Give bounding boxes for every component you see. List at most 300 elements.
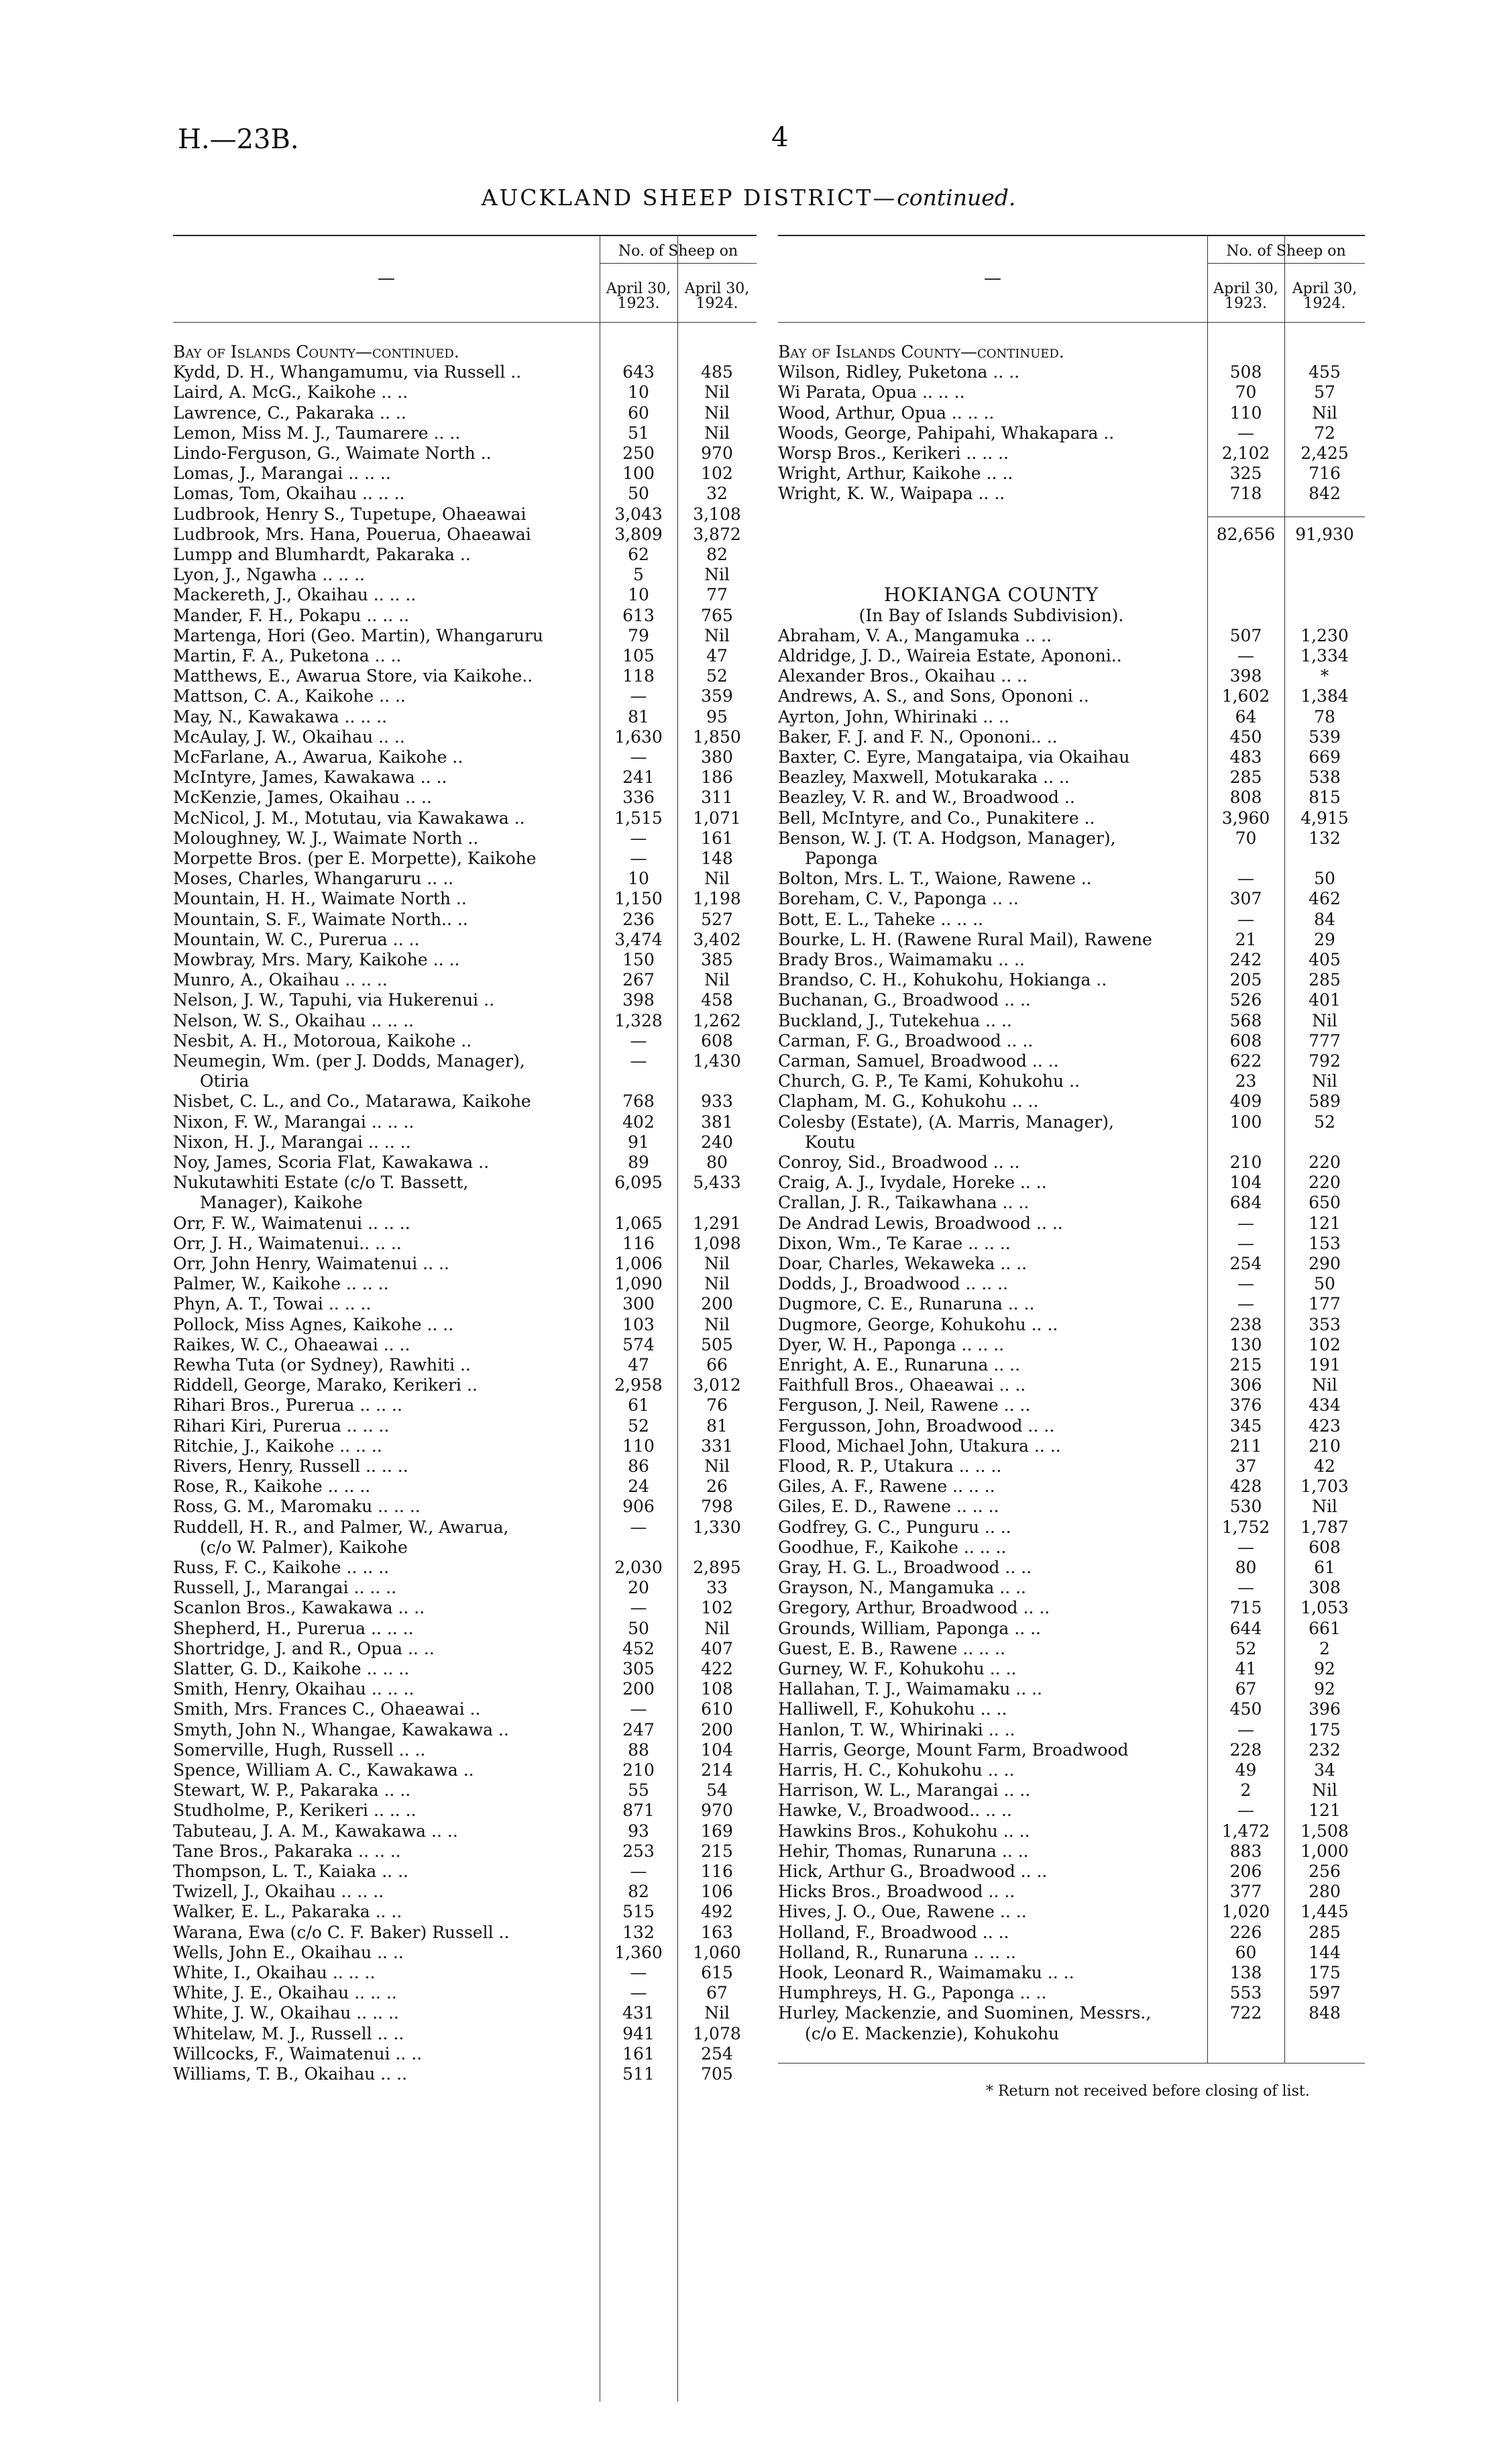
sheep-1923: 307	[1229, 889, 1262, 909]
sheep-1923: 715	[1229, 1598, 1262, 1618]
sheep-1924: 285	[1309, 1922, 1341, 1942]
owner-name: Woods, George, Pahipahi, Whakapara ..	[778, 423, 1115, 443]
sheep-1924: 102	[1309, 1334, 1341, 1354]
sheep-1923: 89	[628, 1153, 649, 1172]
right-header-col2-l2: 1924.	[1303, 295, 1346, 312]
page-code: H.—23B.	[178, 124, 299, 155]
owner-name: Smith, Henry, Okaihau .. .. ..	[173, 1679, 414, 1699]
table-row	[173, 970, 757, 990]
sheep-1923: 608	[1229, 1030, 1262, 1051]
sheep-1923: 3,474	[614, 929, 663, 949]
table-row	[778, 525, 1365, 545]
right-group-rule	[1207, 263, 1365, 264]
sheep-1924: 597	[1309, 1983, 1341, 2003]
left-header-dash: —	[378, 268, 395, 288]
sheep-1923: 49	[1235, 1760, 1257, 1780]
owner-name: Mander, F. H., Pokapu .. .. ..	[173, 605, 410, 625]
left-header-col2-l1: April 30,	[684, 280, 750, 297]
owner-name: Grounds, William, Paponga .. ..	[778, 1618, 1041, 1638]
sheep-1924: 220	[1309, 1173, 1341, 1193]
owner-name: White, J. E., Okaihau .. .. ..	[173, 1983, 397, 2003]
owner-name: (c/o E. Mackenzie), Kohukohu	[805, 2023, 1060, 2043]
sheep-1924: 290	[1309, 1254, 1341, 1273]
owner-name: Smith, Mrs. Frances C., Ohaeawai ..	[173, 1699, 481, 1719]
sheep-1923: 82,656	[1216, 524, 1276, 544]
table-row	[778, 970, 1365, 990]
sheep-1924: 1,078	[693, 2023, 741, 2043]
owner-name: Nelson, W. S., Okaihau .. .. ..	[173, 1010, 414, 1030]
table-row	[778, 1578, 1365, 1598]
owner-name: Harris, H. C., Kohukohu .. ..	[778, 1760, 1015, 1780]
table-row	[778, 990, 1365, 1010]
sheep-1923: 2	[1240, 1780, 1252, 1801]
table-row	[173, 1436, 757, 1456]
table-row	[778, 1153, 1365, 1173]
owner-name: Baker, F. J. and F. N., Opononi.. ..	[778, 727, 1058, 747]
sheep-1923: 47	[628, 1355, 649, 1375]
table-row	[173, 1821, 757, 1841]
table-row	[173, 545, 757, 565]
table-row	[778, 788, 1365, 808]
sheep-1923: 21	[1235, 929, 1257, 949]
table-row	[778, 545, 1365, 565]
sheep-1924: 401	[1309, 990, 1341, 1010]
owner-name: Benson, W. J. (T. A. Hodgson, Manager),	[778, 828, 1116, 848]
sheep-1923: 3,960	[1221, 808, 1270, 828]
table-row	[173, 423, 757, 443]
sheep-1923: —	[1237, 869, 1254, 889]
sheep-1923: 215	[1229, 1355, 1262, 1375]
sheep-1924: 842	[1309, 484, 1341, 504]
sheep-1923: 808	[1229, 788, 1262, 808]
owner-name: Buckland, J., Tutekehua .. ..	[778, 1010, 1012, 1030]
sheep-1923: 883	[1229, 1841, 1262, 1861]
sheep-1924: 381	[701, 1112, 733, 1132]
sheep-1923: —	[630, 1051, 647, 1071]
sheep-1923: 507	[1229, 625, 1262, 645]
owner-name: Crallan, J. R., Taikawhana .. ..	[778, 1193, 1030, 1213]
owner-name: Hurley, Mackenzie, and Suominen, Messrs.,	[778, 2003, 1152, 2023]
left-table	[173, 235, 757, 2402]
sheep-1924: 177	[1309, 1294, 1341, 1314]
sheep-1923: 345	[1229, 1415, 1262, 1436]
sheep-1924: 1,445	[1300, 1902, 1349, 1922]
owner-name: Andrews, A. S., and Sons, Opononi ..	[778, 686, 1089, 706]
sheep-1924: 798	[701, 1497, 733, 1517]
owner-name: Gurney, W. F., Kohukohu .. ..	[778, 1659, 1017, 1678]
table-row	[778, 1416, 1365, 1436]
sheep-1924: 92	[1314, 1679, 1335, 1699]
owner-name: Wright, Arthur, Kaikohe .. ..	[778, 464, 1013, 484]
sheep-1923: —	[630, 686, 647, 706]
sheep-1923: 206	[1229, 1862, 1262, 1881]
sheep-1924: 163	[701, 1922, 733, 1942]
owner-name: Buchanan, G., Broadwood .. ..	[778, 990, 1031, 1010]
sheep-1923: 116	[622, 1233, 655, 1253]
sheep-1924: 661	[1309, 1618, 1341, 1638]
sheep-1923: —	[630, 1699, 647, 1719]
table-row	[173, 1254, 757, 1274]
sheep-1923: 236	[622, 909, 655, 929]
owner-name: Manager), Kaikohe	[200, 1193, 363, 1213]
sheep-1924: 970	[701, 1801, 733, 1821]
sheep-1924: Nil	[1312, 1010, 1337, 1030]
sheep-1923: 452	[622, 1638, 655, 1658]
sheep-1923: 428	[1229, 1477, 1262, 1497]
table-row	[778, 686, 1365, 706]
sheep-1924: 285	[1309, 970, 1341, 990]
sheep-1923: —	[630, 1030, 647, 1051]
owner-name: Morpette Bros. (per E. Morpette), Kaikohe	[173, 849, 537, 868]
sheep-1923: 110	[622, 1436, 655, 1456]
owner-name: Wells, John E., Okaihau .. ..	[173, 1942, 404, 1962]
sheep-1924: 1,071	[693, 808, 741, 828]
table-row	[173, 1456, 757, 1477]
table-row	[173, 1497, 757, 1517]
owner-name: Scanlon Bros., Kawakawa .. ..	[173, 1598, 425, 1618]
table-row	[173, 1395, 757, 1415]
left-header-col1-l1: April 30,	[606, 280, 671, 297]
table-row	[173, 1639, 757, 1659]
table-row	[173, 1720, 757, 1740]
table-row	[778, 1132, 1365, 1153]
owner-name: Hawkins Bros., Kohukohu .. ..	[778, 1821, 1030, 1841]
owner-name: Holland, F., Broadwood .. ..	[778, 1922, 1009, 1942]
left-header-col1-l2: 1923.	[617, 295, 660, 312]
sheep-1923: —	[1237, 1274, 1254, 1294]
table-row	[173, 382, 757, 403]
owner-name: Beazley, Maxwell, Motukaraka .. ..	[778, 767, 1070, 788]
table-row	[778, 1071, 1365, 1091]
sheep-1923: 305	[622, 1659, 655, 1678]
sheep-1923: 64	[1235, 706, 1257, 727]
sheep-1923: 515	[622, 1902, 655, 1922]
table-row	[778, 1538, 1365, 1558]
table-row	[173, 1538, 757, 1558]
table-row	[173, 525, 757, 545]
sheep-1923: 103	[622, 1314, 655, 1334]
sheep-1923: 1,472	[1221, 1821, 1270, 1841]
table-row	[173, 2044, 757, 2064]
table-row	[778, 606, 1365, 626]
table-row	[778, 1274, 1365, 1294]
owner-name: Slatter, G. D., Kaikohe .. .. ..	[173, 1659, 410, 1678]
table-row	[173, 1193, 757, 1213]
sheep-1923: 450	[1229, 1699, 1262, 1719]
table-row	[778, 1679, 1365, 1699]
sheep-1923: 409	[1229, 1091, 1262, 1112]
sheep-1924: 191	[1309, 1355, 1341, 1375]
sheep-1924: 121	[1309, 1213, 1341, 1233]
sheep-1923: —	[630, 747, 647, 767]
sheep-1923: 906	[622, 1497, 655, 1517]
table-row	[778, 930, 1365, 950]
owner-name: Carman, F. G., Broadwood .. ..	[778, 1030, 1034, 1051]
table-row	[173, 950, 757, 970]
table-row	[778, 1780, 1365, 1801]
sheep-1923: 20	[628, 1578, 649, 1598]
table-row	[778, 1659, 1365, 1679]
table-row	[173, 930, 757, 950]
sheep-1924: 1,291	[693, 1213, 741, 1233]
sheep-1924: 92	[1314, 1659, 1335, 1678]
sheep-1923: —	[1237, 646, 1254, 665]
table-row	[173, 2064, 757, 2084]
sheep-1924: Nil	[704, 565, 730, 585]
sheep-1923: 81	[628, 706, 649, 727]
owner-name: Nelson, J. W., Tapuhi, via Hukerenui ..	[173, 990, 495, 1010]
owner-name: Wright, K. W., Waipapa .. ..	[778, 484, 1005, 504]
table-row	[173, 1274, 757, 1294]
owner-name: Willcocks, F., Waimatenui .. ..	[173, 2043, 423, 2064]
table-row	[778, 747, 1365, 767]
table-row	[173, 2024, 757, 2044]
sheep-1923: 568	[1229, 1010, 1262, 1030]
table-row	[173, 1091, 757, 1112]
sheep-1924: 2,895	[693, 1558, 741, 1577]
sheep-1924: 1,000	[1300, 1841, 1349, 1861]
sheep-1923: 5	[633, 565, 644, 585]
owner-name: Twizell, J., Okaihau .. .. ..	[173, 1882, 384, 1902]
sheep-1923: 61	[628, 1395, 649, 1415]
sheep-1924: 5,433	[693, 1173, 741, 1193]
owner-name: Brandso, C. H., Kohukohu, Hokianga ..	[778, 970, 1107, 990]
owner-name: Ross, G. M., Maromaku .. .. ..	[173, 1497, 421, 1517]
owner-name: Nixon, F. W., Marangai .. .. ..	[173, 1112, 414, 1132]
sheep-1924: 72	[1314, 423, 1335, 443]
owner-name: Dyer, W. H., Paponga .. .. ..	[778, 1334, 1005, 1354]
owner-name: De Andrad Lewis, Broadwood .. ..	[778, 1213, 1063, 1233]
owner-name: Clapham, M. G., Kohukohu .. ..	[778, 1091, 1039, 1112]
table-row	[778, 1051, 1365, 1071]
table-row	[173, 747, 757, 767]
sheep-1923: 718	[1229, 484, 1262, 504]
left-header-group: No. of Sheep on	[618, 243, 738, 260]
sheep-1924: 1,430	[693, 1051, 741, 1071]
sheep-1923: 50	[628, 484, 649, 504]
sheep-1923: 241	[622, 767, 655, 788]
table-row	[778, 342, 1365, 362]
sheep-1924: 650	[1309, 1193, 1341, 1213]
table-row	[173, 1335, 757, 1355]
sheep-1923: 250	[622, 443, 655, 463]
sheep-1924: 108	[701, 1679, 733, 1699]
sheep-1924: 81	[706, 1415, 728, 1436]
sheep-1924: 121	[1309, 1801, 1341, 1821]
sheep-1924: 423	[1309, 1415, 1341, 1436]
sheep-1924: Nil	[704, 1254, 730, 1273]
sheep-1924: 50	[1314, 869, 1335, 889]
owner-name: Humphreys, H. G., Paponga .. ..	[778, 1983, 1047, 2003]
owner-name: Flood, R. P., Utakura .. .. ..	[778, 1456, 1002, 1476]
sheep-1924: 215	[701, 1841, 733, 1861]
sheep-1923: 398	[1229, 666, 1262, 686]
sheep-1923: —	[630, 1963, 647, 1982]
table-row	[778, 767, 1365, 788]
sheep-1923: 336	[622, 788, 655, 808]
table-row	[778, 1193, 1365, 1213]
sheep-1923: 67	[1235, 1679, 1257, 1699]
owner-name: Bott, E. L., Taheke .. .. ..	[778, 909, 983, 929]
table-row	[173, 504, 757, 525]
table-row	[778, 423, 1365, 443]
sheep-1924: 4,915	[1300, 808, 1349, 828]
owner-name: Lindo-Ferguson, G., Waimate North ..	[173, 443, 492, 463]
section-heading: Bay of Islands County—continued.	[173, 342, 459, 362]
table-row	[173, 1841, 757, 1862]
owner-name: Mountain, W. C., Purerua .. ..	[173, 929, 420, 949]
owner-name: Tane Bros., Pakaraka .. .. ..	[173, 1841, 401, 1861]
sheep-1924: 34	[1314, 1760, 1335, 1780]
table-row	[173, 1923, 757, 1943]
sheep-1923: 138	[1229, 1963, 1262, 1982]
owner-name: Aldridge, J. D., Waireia Estate, Apononi..	[778, 646, 1122, 665]
sheep-1924: 1,703	[1300, 1477, 1349, 1497]
owner-name: Lomas, J., Marangai .. .. ..	[173, 464, 391, 484]
sheep-1923: 104	[1229, 1173, 1262, 1193]
owner-name: Studholme, P., Kerikeri .. .. ..	[173, 1801, 417, 1821]
owner-name: Hawke, V., Broadwood.. .. ..	[778, 1801, 1012, 1821]
sheep-1923: —	[630, 849, 647, 868]
sheep-1924: 32	[706, 484, 728, 504]
table-row	[778, 403, 1365, 423]
owner-name: Martenga, Hori (Geo. Martin), Whangaruru	[173, 625, 544, 645]
table-row	[778, 1902, 1365, 1922]
sheep-1924: Nil	[1312, 1497, 1337, 1517]
table-row	[778, 464, 1365, 484]
sheep-1923: 1,150	[614, 889, 663, 909]
table-row	[173, 2003, 757, 2023]
table-row	[173, 362, 757, 382]
owner-name: Worsp Bros., Kerikeri .. .. ..	[778, 443, 1009, 463]
table-row	[173, 1173, 757, 1193]
sheep-1923: 82	[628, 1882, 649, 1902]
sheep-1924: 1,198	[693, 889, 741, 909]
table-row	[778, 950, 1365, 970]
table-row	[778, 1355, 1365, 1375]
sheep-1923: —	[630, 1517, 647, 1537]
sheep-1924: 1,787	[1300, 1517, 1349, 1537]
title-main: AUCKLAND SHEEP DISTRICT—	[481, 184, 897, 211]
sheep-1923: 242	[1229, 950, 1262, 969]
sheep-1924: 422	[701, 1659, 733, 1678]
owner-name: Orr, F. W., Waimatenui .. .. ..	[173, 1213, 410, 1233]
table-row	[173, 1801, 757, 1821]
table-row	[778, 1517, 1365, 1538]
right-bottom-rule	[778, 2063, 1365, 2064]
sheep-1924: Nil	[1312, 1071, 1337, 1091]
owner-name: Lumpp and Blumhardt, Pakaraka ..	[173, 545, 471, 564]
table-row	[778, 2024, 1365, 2044]
owner-name: Rihari Bros., Purerua .. .. ..	[173, 1395, 402, 1415]
table-row	[173, 1132, 757, 1153]
sheep-1923: 1,090	[614, 1274, 663, 1294]
table-row	[778, 362, 1365, 382]
sheep-1923: 508	[1229, 362, 1262, 382]
sheep-1923: 23	[1235, 1071, 1257, 1091]
table-row	[173, 1031, 757, 1051]
sheep-1923: 1,630	[614, 727, 663, 747]
sheep-1924: 933	[701, 1091, 733, 1112]
sheep-1924: Nil	[704, 382, 730, 403]
owner-name: Rose, R., Kaikohe .. .. ..	[173, 1477, 371, 1497]
table-row	[173, 1416, 757, 1436]
sheep-1924: 538	[1309, 767, 1341, 788]
sheep-1924: 169	[701, 1821, 733, 1841]
table-row	[173, 666, 757, 686]
sheep-1924: 67	[706, 1983, 728, 2003]
sheep-1923: 2,030	[614, 1558, 663, 1577]
sheep-1923: 511	[622, 2064, 655, 2084]
right-header-col1-l1: April 30,	[1213, 280, 1278, 297]
owner-name: Dodds, J., Broadwood .. .. ..	[778, 1274, 1009, 1294]
table-row	[173, 1375, 757, 1395]
sheep-1923: 530	[1229, 1497, 1262, 1517]
table-row	[173, 727, 757, 747]
sheep-1923: 6,095	[614, 1173, 663, 1193]
sheep-1924: 539	[1309, 727, 1341, 747]
sheep-1924: 815	[1309, 788, 1341, 808]
owner-name: Ritchie, J., Kaikohe .. .. ..	[173, 1436, 382, 1456]
table-row	[173, 464, 757, 484]
owner-name: Mountain, S. F., Waimate North.. ..	[173, 909, 468, 929]
sheep-1923: 226	[1229, 1922, 1262, 1942]
owner-name: Nisbet, C. L., and Co., Matarawa, Kaikohe	[173, 1091, 531, 1112]
owner-name: McNicol, J. M., Motutau, via Kawakawa ..	[173, 808, 525, 828]
sheep-1924: 76	[706, 1395, 728, 1415]
sheep-1924: 175	[1309, 1963, 1341, 1982]
sheep-1924: 1,053	[1300, 1598, 1349, 1618]
owner-name: Pollock, Miss Agnes, Kaikohe .. ..	[173, 1314, 454, 1334]
sheep-1924: 1,850	[693, 727, 741, 747]
sheep-1923: —	[1237, 1537, 1254, 1557]
table-row	[778, 1639, 1365, 1659]
table-row	[778, 808, 1365, 828]
sheep-1924: 308	[1309, 1578, 1341, 1598]
table-row	[778, 707, 1365, 727]
table-row	[778, 1923, 1365, 1943]
left-group-rule	[600, 263, 757, 264]
sheep-1923: 10	[628, 585, 649, 605]
right-header-rule	[778, 322, 1365, 323]
sheep-1923: 1,752	[1221, 1517, 1270, 1537]
sheep-1924: *	[1320, 666, 1329, 686]
table-row	[173, 342, 757, 362]
sheep-1923: —	[1237, 1294, 1254, 1314]
owner-name: Colesby (Estate), (A. Marris, Manager),	[778, 1112, 1114, 1132]
owner-name: Raikes, W. C., Ohaeawai .. ..	[173, 1334, 410, 1354]
table-row	[173, 1598, 757, 1618]
sheep-1923: 1,328	[614, 1010, 663, 1030]
owner-name: Ludbrook, Henry S., Tupetupe, Ohaeawai	[173, 504, 526, 524]
owner-name: Warana, Ewa (c/o C. F. Baker) Russell ..	[173, 1922, 510, 1942]
owner-name: Shortridge, J. and R., Opua .. ..	[173, 1638, 435, 1658]
table-row	[173, 1214, 757, 1234]
owner-name: Wi Parata, Opua .. .. ..	[778, 382, 965, 403]
sheep-1923: 1,020	[1221, 1902, 1270, 1922]
sheep-1924: 492	[701, 1902, 733, 1922]
sheep-1923: 93	[628, 1821, 649, 1841]
owner-name: Moses, Charles, Whangaruru .. ..	[173, 869, 454, 889]
sheep-1924: 3,872	[693, 524, 741, 544]
sheep-1923: —	[1237, 1719, 1254, 1739]
table-row	[173, 1619, 757, 1639]
owner-name: Lemon, Miss M. J., Taumarere .. ..	[173, 423, 461, 443]
table-row	[778, 565, 1365, 585]
table-row	[778, 1456, 1365, 1477]
sheep-1924: 485	[701, 362, 733, 382]
sheep-1923: 526	[1229, 990, 1262, 1010]
